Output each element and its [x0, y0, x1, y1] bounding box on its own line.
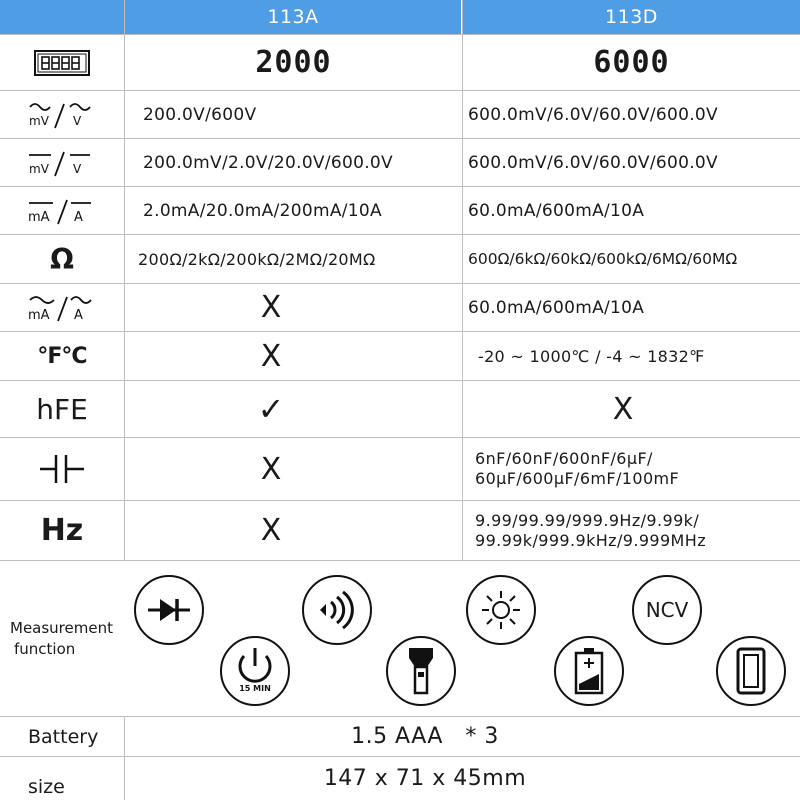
lcd-hold-icon [716, 636, 786, 706]
row-dc-voltage-113d: 600.0mV/6.0V/60.0V/600.0V [468, 152, 718, 173]
row-capacitance-icon-cell [0, 438, 124, 500]
row-ac-voltage-icon-cell [0, 91, 124, 138]
row-capacitance-113d: 6nF/60nF/600nF/6μF/ 60μF/600μF/6mF/100mF [475, 449, 680, 488]
row-ac-current-icon-cell [0, 284, 124, 331]
svg-text:mA: mA [28, 209, 50, 225]
row-hfe-113a [125, 381, 417, 437]
auto-off-icon [220, 636, 290, 706]
row-resistance-113a: 200Ω/2kΩ/200kΩ/2MΩ/20MΩ [138, 249, 376, 269]
flashlight-icon [386, 636, 456, 706]
size-label-cell: size [28, 775, 65, 798]
svg-text:A: A [74, 209, 83, 225]
svg-text:V: V [73, 113, 82, 128]
dc-current-icon [24, 194, 100, 228]
row-display-113d [463, 35, 800, 90]
row-dc-voltage-icon-cell [0, 139, 124, 186]
row-temperature-113d: -20 ~ 1000℃ / -4 ~ 1832℉ [478, 346, 705, 366]
ncv-icon: NCV [632, 575, 702, 645]
counts-113d: 6000 [593, 45, 670, 80]
battery-test-icon [554, 636, 624, 706]
diode-icon [134, 575, 204, 645]
header-113d: 113D [463, 0, 800, 34]
row-temperature-113a: X [260, 338, 282, 374]
ohm-icon: Ω [50, 242, 74, 276]
hz-label: Hz [40, 513, 84, 548]
ac-voltage-icon [24, 98, 100, 132]
row-ac-current-113d: 60.0mA/600mA/10A [468, 297, 645, 318]
ac-current-icon [24, 291, 100, 325]
row-dc-voltage-113a: 200.0mV/2.0V/20.0V/600.0V [143, 152, 393, 173]
size-value-cell: 147 x 71 x 45mm [323, 766, 527, 791]
row-resistance-icon-cell [0, 235, 124, 283]
counts-113a: 2000 [255, 45, 332, 80]
row-hfe-icon-cell [0, 381, 124, 437]
svg-text:V: V [73, 161, 82, 176]
temperature-icon: °F°C [37, 343, 87, 369]
battery-label-cell: Battery [28, 725, 99, 748]
lcd-display-icon [34, 50, 90, 76]
row-frequency-113a: X [260, 513, 282, 548]
row-capacitance-113a: X [260, 451, 282, 487]
row-ac-voltage-113a: 200.0V/600V [143, 104, 257, 125]
continuity-icon [302, 575, 372, 645]
svg-text:A: A [74, 307, 83, 323]
row-dc-current-icon-cell [0, 187, 124, 234]
row-frequency-113d: 9.99/99.99/999.9Hz/9.99k/ 99.99k/999.9kHz/9.999MHz [475, 510, 706, 550]
row-frequency-icon-cell [0, 501, 124, 560]
row-ac-current-113a: X [260, 290, 282, 325]
row-dc-current-113a: 2.0mA/20.0mA/200mA/10A [143, 200, 382, 221]
svg-text:mA: mA [28, 307, 50, 323]
svg-text:mV: mV [29, 161, 49, 176]
header-blank [0, 0, 124, 34]
svg-text:mV: mV [29, 113, 49, 128]
row-hfe-113d: X [612, 391, 634, 427]
row-dc-current-113d: 60.0mA/600mA/10A [468, 200, 645, 221]
svg-text:15 MIN: 15 MIN [239, 684, 271, 693]
battery-value-cell: 1.5 AAA * 3 [351, 724, 499, 749]
row-temperature-icon-cell [0, 332, 124, 380]
row-display-113a [125, 35, 462, 90]
measurement-label-cell: Measurement function [10, 618, 113, 658]
checkmark: ✓ [257, 390, 285, 428]
backlight-icon [466, 575, 536, 645]
row-display-icon-cell [0, 35, 124, 90]
capacitor-icon [36, 451, 88, 487]
row-resistance-113d: 600Ω/6kΩ/60kΩ/600kΩ/6MΩ/60MΩ [468, 250, 738, 268]
dc-voltage-icon [24, 146, 100, 180]
header-113a: 113A [125, 0, 461, 34]
row-ac-voltage-113d: 600.0mV/6.0V/60.0V/600.0V [468, 104, 718, 125]
hfe-label: hFE [36, 392, 88, 426]
